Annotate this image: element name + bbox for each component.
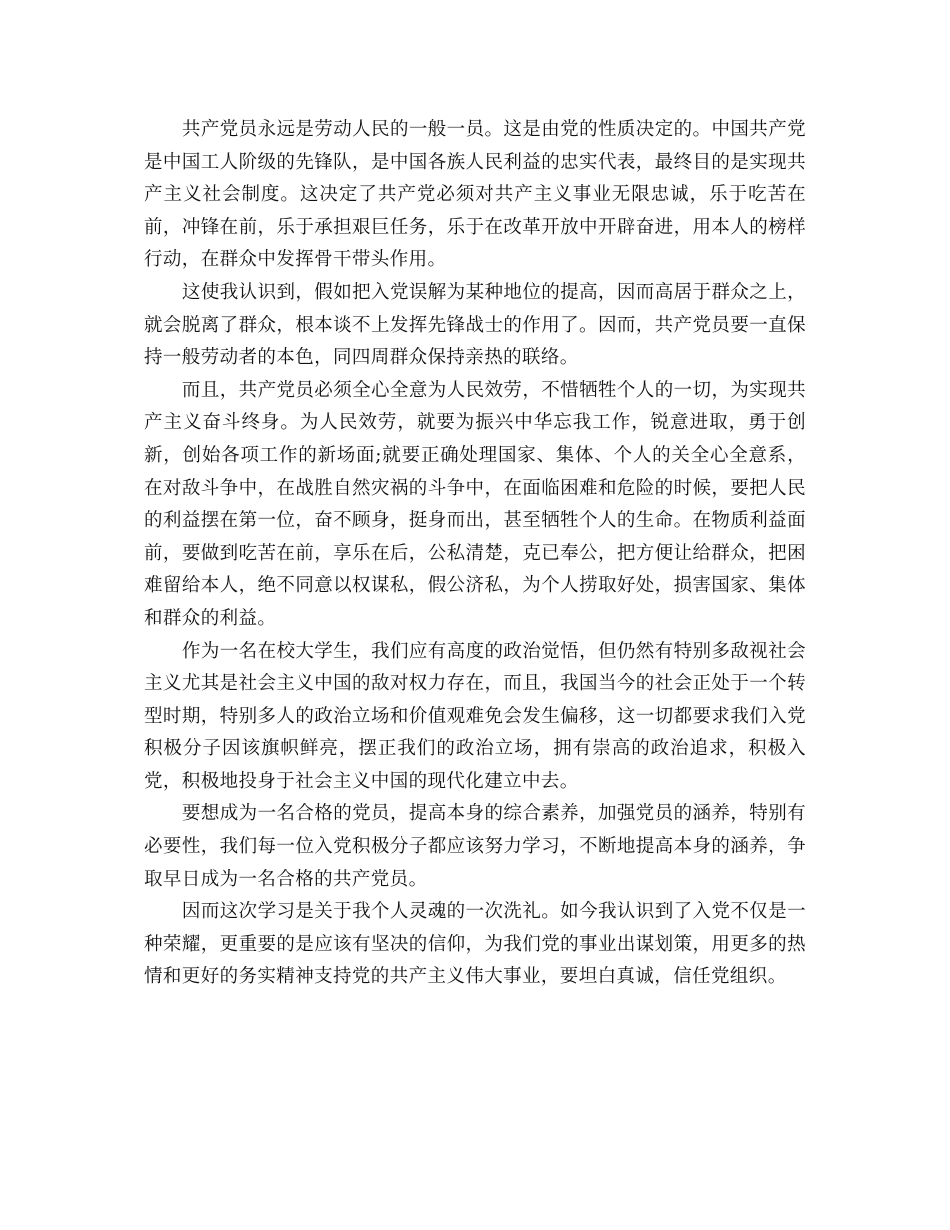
paragraph-6: 因而这次学习是关于我个人灵魂的一次洗礼。如今我认识到了入党不仅是一种荣耀，更重要的是应该有坚决的信仰，为我们党的事业出谋划策，用更多的热情和更好的务实精神支持党的共产主义伟大事业，要坦白真诚，信任党组织。 bbox=[144, 901, 806, 988]
paragraph-1: 共产党员永远是劳动人民的一般一员。这是由党的性质决定的。中国共产党是中国工人阶级的先锋队，是中国各族人民利益的忠实代表，最终目的是实现共产主义社会制度。这决定了共产党必须对共产主义事业无限忠诚，乐于吃苦在前，冲锋在前，乐于承担艰巨任务，乐于在改革开放中开辟奋进，用本人的榜样行动，在群众中发挥骨干带头作用。 bbox=[144, 119, 806, 271]
paragraph-5: 要想成为一名合格的党员，提高本身的综合素养，加强党员的涵养，特别有必要性，我们每一位入党积极分子都应该努力学习，不断地提高本身的涵养，争取早日成为一名合格的共产党员。 bbox=[144, 803, 806, 890]
document-body bbox=[144, 114, 806, 994]
paragraph-3: 而且，共产党员必须全心全意为人民效劳，不惜牺牲个人的一切，为实现共产主义奋斗终身。为人民效劳，就要为振兴中华忘我工作，锐意进取，勇于创新，创始各项工作的新场面;就要正确处理国家、集体、个人的关全心全意系，在对敌斗争中，在战胜自然灾祸的斗争中，在面临困难和危险的时候，要把人民的利益摆在第一位，奋不顾身，挺身而出，甚至牺牲个人的生命。在物质利益面前，要做到吃苦在前，享乐在后，公私清楚，克已奉公，把方便让给群众，把困难留给本人，绝不同意以权谋私，假公济私，为个人捞取好处，损害国家、集体和群众的利益。 bbox=[144, 379, 806, 629]
paragraph-4: 作为一名在校大学生，我们应有高度的政治觉悟，但仍然有特别多敌视社会主义尤其是社会主义中国的敌对权力存在，而且，我国当今的社会正处于一个转型时期，特别多人的政治立场和价值观难免会发生偏移，这一切都要求我们入党积极分子因该旗帜鲜亮，摆正我们的政治立场，拥有崇高的政治追求，积极入党，积极地投身于社会主义中国的现代化建立中去。 bbox=[144, 640, 806, 792]
paragraph-2: 这使我认识到，假如把入党误解为某种地位的提高，因而高居于群众之上，就会脱离了群众，根本谈不上发挥先锋战士的作用了。因而，共产党员要一直保持一般劳动者的本色，同四周群众保持亲热的联络。 bbox=[144, 281, 806, 369]
